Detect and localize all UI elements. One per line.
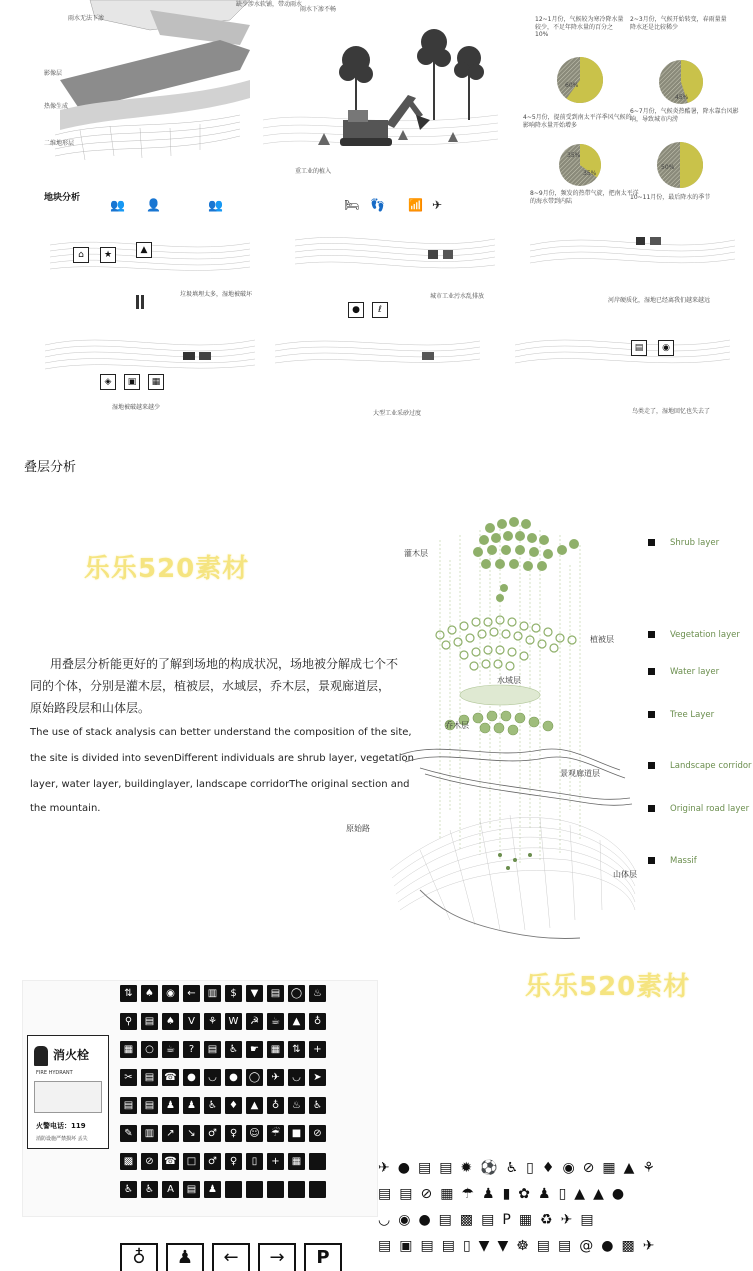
luggage-icon: ▦ bbox=[120, 1041, 137, 1058]
hot-spring-icon: ♨ bbox=[288, 1097, 305, 1114]
ferry-icon: ▤ bbox=[536, 1238, 551, 1254]
barber-icon: ✂ bbox=[120, 1069, 137, 1086]
ambulance-icon: + bbox=[309, 1041, 326, 1058]
pie-label-45: 45% bbox=[675, 94, 689, 101]
legend-square-icon bbox=[648, 711, 655, 718]
hydrant-instructions-graphic bbox=[34, 1081, 102, 1113]
no-entry-icon: ⊘ bbox=[309, 1125, 326, 1142]
label-vegetation-layer: 植被层 bbox=[590, 635, 614, 644]
site-caption-4: 湿地被破越来越少 bbox=[112, 404, 161, 411]
taxi-icon: ▤ bbox=[420, 1238, 434, 1254]
phone-icon: ☎ bbox=[162, 1069, 179, 1086]
pie-label-50: 50% bbox=[661, 164, 675, 171]
shopping-cart-icon: ▩ bbox=[120, 1153, 137, 1170]
pushchair-icon: ◯ bbox=[246, 1069, 263, 1086]
woman-icon: ♀ bbox=[225, 1125, 242, 1142]
hotel-icon: ▤ bbox=[378, 1238, 392, 1254]
handshake-icon: ☛ bbox=[246, 1041, 263, 1058]
pie-chart-60 bbox=[555, 55, 605, 105]
blank-sign-icon-6 bbox=[309, 1181, 326, 1198]
sailboat-icon: ▲ bbox=[136, 242, 152, 258]
watermark-bottom: 乐乐520素材 bbox=[525, 972, 691, 1002]
pie-label-60: 60% bbox=[565, 82, 579, 89]
scooter-icon: ● bbox=[611, 1186, 625, 1202]
no-entry-icon-a: ⊘ bbox=[582, 1160, 595, 1176]
label-road-layer: 原始路 bbox=[346, 824, 370, 833]
disabled-icon: ♿ bbox=[120, 1181, 137, 1198]
site-caption-1: 垃圾填埋太多，湿地被破坏 bbox=[180, 291, 253, 298]
legend-square-icon bbox=[648, 668, 655, 675]
person-pair-icon-2: 👥 bbox=[208, 198, 223, 212]
no-smoking-icon-a: ⊘ bbox=[420, 1186, 433, 1202]
factory-icon: ▦ bbox=[148, 374, 164, 390]
escalator-down-icon: ↘ bbox=[183, 1125, 200, 1142]
cutlery-icon: ⚘ bbox=[204, 1013, 221, 1030]
excavator-trees-graphic bbox=[258, 20, 508, 180]
cleaner-icon: ✎ bbox=[120, 1125, 137, 1142]
atm-icon: A bbox=[162, 1181, 179, 1198]
heavy-industry-caption: 重工业的植入 bbox=[295, 168, 332, 175]
site-caption-2: 城市工业污水乱排放 bbox=[430, 293, 485, 300]
vip-icon: V bbox=[183, 1013, 200, 1030]
cat-icon: ★ bbox=[100, 247, 116, 263]
vase-icon: ● bbox=[601, 1238, 614, 1254]
bus-icon: ▤ bbox=[120, 1097, 137, 1114]
desk-icon: ▤ bbox=[141, 1097, 158, 1114]
terrain-layer-diagram bbox=[0, 0, 260, 175]
fire-hydrant-sign bbox=[27, 1035, 109, 1149]
site-caption-3: 河岸硬质化，湿地已经离我们越来越远 bbox=[608, 297, 711, 304]
stairs-icon: ▥ bbox=[204, 985, 221, 1002]
dog-icon-a: ♦ bbox=[541, 1160, 555, 1176]
tap-icon: ▤ bbox=[267, 985, 284, 1002]
bottle-icon: ▯ bbox=[462, 1238, 471, 1254]
cake-icon: ♠ bbox=[162, 1013, 179, 1030]
tennis-icon-a: ● bbox=[418, 1212, 431, 1228]
fire-extinguisher-icon: ▲ bbox=[246, 1097, 263, 1114]
meeting-room-icon: ♟ bbox=[204, 1181, 221, 1198]
climate-note-6: 10~11月份，最后降水的季节 bbox=[630, 194, 711, 201]
site-analysis-title: 地块分析 bbox=[44, 193, 81, 203]
bowling-icon: ● bbox=[397, 1160, 410, 1176]
worker-icon: ● bbox=[348, 302, 364, 318]
chart-icon: ▤ bbox=[631, 340, 647, 356]
disabled-toilet-icon: ♿ bbox=[141, 1181, 158, 1198]
camera-icon: ◉ bbox=[162, 985, 179, 1002]
toilet-sign-icon: ♁ bbox=[267, 1097, 284, 1114]
legend-small-leak: 缺少涉水软铺，带动雨水 bbox=[236, 1, 303, 8]
shoe-icon: ◡ bbox=[204, 1069, 221, 1086]
couple-icon: ♟ bbox=[538, 1186, 551, 1202]
fork-knife-icon: ⚲ bbox=[120, 1013, 137, 1030]
cutlery-icon-a: ⚘ bbox=[642, 1160, 655, 1176]
seal-icon: ◈ bbox=[100, 374, 116, 390]
stack-layer-diagram bbox=[380, 510, 640, 955]
cart-icon: ▩ bbox=[621, 1238, 635, 1254]
baggage-icon: ▦ bbox=[267, 1041, 284, 1058]
wheelchair-icon-a: ♿ bbox=[505, 1160, 519, 1176]
footprint-icon: ● bbox=[183, 1069, 200, 1086]
stack-en-line-2: the site is divided into sevenDifferent individuals are shrub layer, vegetation bbox=[30, 753, 414, 764]
male-icon: ♂ bbox=[204, 1153, 221, 1170]
stack-section-title: 叠层分析 bbox=[24, 460, 77, 475]
glyph-row-2 bbox=[378, 1186, 624, 1202]
person-walk-icon: ♟ bbox=[482, 1186, 495, 1202]
tree-icon: ▲ bbox=[288, 1013, 305, 1030]
hydrant-icon bbox=[34, 1046, 48, 1066]
recycle-icon: ♻ bbox=[540, 1212, 553, 1228]
locker-icon: ▦ bbox=[288, 1153, 305, 1170]
hammer-sickle-icon: ☭ bbox=[246, 1013, 263, 1030]
stack-en-line-4: the mountain. bbox=[30, 803, 101, 814]
glyph-row-3 bbox=[378, 1212, 594, 1228]
terrain-layers-graphic bbox=[0, 0, 260, 175]
shoes-icon: ◡ bbox=[288, 1069, 305, 1086]
site-caption-5: 大型工业采砂过度 bbox=[373, 410, 422, 417]
coffee-icon: ☕ bbox=[267, 1013, 284, 1030]
wifi-sign-icon: W bbox=[225, 1013, 242, 1030]
person-pair-icon: 👥 bbox=[110, 198, 125, 212]
wine-icon: ▼ bbox=[246, 985, 263, 1002]
phone-icon-a: ▯ bbox=[558, 1186, 567, 1202]
glyph-row-1 bbox=[378, 1160, 655, 1176]
hydrant-en: FIRE HYDRANT bbox=[36, 1070, 73, 1076]
plane-icon-a: ✈ bbox=[378, 1160, 390, 1176]
parachute-icon: ☂ bbox=[461, 1186, 474, 1202]
no-smoking-icon: ⊘ bbox=[141, 1153, 158, 1170]
gift-icon: ▣ bbox=[399, 1238, 413, 1254]
drink-icon-a: ▼ bbox=[478, 1238, 490, 1254]
sneaker-icon: ◡ bbox=[378, 1212, 391, 1228]
telephone-icon: ☎ bbox=[162, 1153, 179, 1170]
pie-chart-35 bbox=[557, 142, 603, 188]
legend-square-icon bbox=[648, 539, 655, 546]
drink-icon: ◯ bbox=[288, 985, 305, 1002]
printer-icon: ▤ bbox=[141, 1013, 158, 1030]
stairs-up-icon: ▥ bbox=[141, 1125, 158, 1142]
elevator-icon: ⇅ bbox=[288, 1041, 305, 1058]
escalator-icon: ⇅ bbox=[120, 985, 137, 1002]
people-icon: ♟ bbox=[183, 1097, 200, 1114]
blank-sign-icon-3 bbox=[246, 1181, 263, 1198]
fire-phone: 火警电话：119 bbox=[36, 1122, 86, 1130]
bus-icon-a: ▤ bbox=[439, 1160, 453, 1176]
exit-icon: ← bbox=[183, 985, 200, 1002]
glyph-row-4 bbox=[378, 1238, 654, 1254]
at-icon: @ bbox=[579, 1238, 594, 1254]
bed-icon: 🛏 bbox=[344, 198, 360, 212]
passport-icon: ▯ bbox=[526, 1160, 534, 1176]
stack-en-line-3: layer, water layer, buildinglayer, landscape corridorThe original section and bbox=[30, 779, 410, 790]
luggage-cart-icon: ▩ bbox=[459, 1212, 474, 1228]
legend-rain-hardening: 雨水无法下渗 bbox=[68, 15, 105, 22]
smoking-icon: ■ bbox=[288, 1125, 305, 1142]
label-corridor-layer: 景观廊道层 bbox=[560, 769, 600, 778]
camera-icon-a: ◉ bbox=[562, 1160, 575, 1176]
sailboat-icon-a: ▲ bbox=[593, 1186, 604, 1202]
money-icon: $ bbox=[225, 985, 242, 1002]
map-icon: ▦ bbox=[602, 1160, 616, 1176]
building-icon: ▦ bbox=[518, 1212, 533, 1228]
landing-icon: ✈ bbox=[642, 1238, 655, 1254]
person-icon: 👤 bbox=[146, 198, 161, 212]
car-icon-b: ▤ bbox=[580, 1212, 594, 1228]
climate-note-1: 12~1月份，气候较为寒冷降水量较少，不足年降水量的百分之10% bbox=[535, 16, 624, 38]
beach-icon: ▲ bbox=[574, 1186, 586, 1202]
hydrant-note: 消防设施严禁损坏 丢失 bbox=[36, 1136, 88, 1142]
label-shrub-layer: 灌木层 bbox=[404, 549, 428, 558]
climate-note-3: 4~5月份，提前受到南太平洋季风气候的影响降水量开始增多 bbox=[523, 114, 632, 129]
legend-rain-rise: 雨水下渗不畅 bbox=[300, 6, 337, 13]
takeoff-icon: ✈ bbox=[560, 1212, 573, 1228]
bed-sign-icon: ▤ bbox=[204, 1041, 221, 1058]
stack-cn-paragraph: 用叠层分析能更好的了解到场地的构成状况，场地被分解成七个不同的个体，分别是灌木层，植被层，水域层，乔木层，景观廊道层，原始路段层和山体层。 bbox=[30, 657, 399, 715]
car-icon: ▣ bbox=[124, 374, 140, 390]
label-image-layer: 影像层 bbox=[44, 70, 63, 77]
shopping-bag-icon: ▤ bbox=[183, 1181, 200, 1198]
ticket-icon-a: ▤ bbox=[438, 1212, 452, 1228]
flower-icon: ✿ bbox=[518, 1186, 531, 1202]
legend-square-icon bbox=[648, 762, 655, 769]
sunglasses-icon: ◉ bbox=[398, 1212, 411, 1228]
label-mountain-layer: 山体层 bbox=[613, 870, 637, 879]
legend-square-icon bbox=[648, 805, 655, 812]
house-icon: ⌂ bbox=[73, 247, 89, 263]
cruise-ship-icon: ▤ bbox=[378, 1186, 392, 1202]
motorbike-icon: ◉ bbox=[658, 340, 674, 356]
escalator-up-icon: ↗ bbox=[162, 1125, 179, 1142]
legend-square-icon bbox=[648, 631, 655, 638]
plane-sign-icon: ✈ bbox=[267, 1069, 284, 1086]
question-icon: ? bbox=[183, 1041, 200, 1058]
site-caption-6: 鸟类走了，湿地回忆也失去了 bbox=[632, 408, 711, 415]
ticket-icon: ▤ bbox=[399, 1186, 413, 1202]
first-aid-icon: + bbox=[267, 1153, 284, 1170]
shopping-icon: ▤ bbox=[141, 1069, 158, 1086]
drinks-icon: ▼ bbox=[497, 1238, 509, 1254]
climate-note-2: 2~3月份，气候开始转变，春雨量量降水还是比较稀少 bbox=[630, 16, 727, 31]
tennis-icon: ● bbox=[225, 1069, 242, 1086]
watermark-top: 乐乐520素材 bbox=[84, 554, 250, 584]
plane-icon: ✈ bbox=[432, 198, 443, 212]
restroom-icon: ♁ bbox=[309, 1013, 326, 1030]
heavy-industry-illustration bbox=[258, 20, 508, 180]
label-tree-layer: 乔木层 bbox=[445, 721, 469, 730]
train-icon: ▤ bbox=[558, 1238, 572, 1254]
traffic-light-icon: ▤ bbox=[417, 1160, 432, 1176]
wifi-icon: 📶 bbox=[408, 198, 423, 212]
blank-sign-icon bbox=[309, 1153, 326, 1170]
female-icon: ♀ bbox=[225, 1153, 242, 1170]
basketball-icon: ○ bbox=[141, 1041, 158, 1058]
car-icon-a: ▤ bbox=[481, 1212, 495, 1228]
man-icon: ♂ bbox=[204, 1125, 221, 1142]
label-terrain-layer: 二维地形层 bbox=[44, 140, 75, 147]
dog-icon: ♦ bbox=[225, 1097, 242, 1114]
climate-note-5: 8~9月份，频发的热带气旋，把南太平洋的海水带到内陆 bbox=[530, 190, 639, 205]
wheelchair-icon-2: ♿ bbox=[309, 1097, 326, 1114]
soccer-icon: ⚽ bbox=[480, 1160, 498, 1176]
baby-icon: ☺ bbox=[246, 1125, 263, 1142]
suitcase-icon: ▦ bbox=[440, 1186, 454, 1202]
blank-sign-icon-4 bbox=[267, 1181, 284, 1198]
chair-icon: ℓ bbox=[372, 302, 388, 318]
stack-en-line-1: The use of stack analysis can better understand the composition of the site, bbox=[30, 727, 412, 738]
accessible-icon: ♿ bbox=[204, 1097, 221, 1114]
pie-label-35a: 35% bbox=[567, 152, 581, 159]
legend-square-icon bbox=[648, 857, 655, 864]
sail-icon: ▲ bbox=[623, 1160, 635, 1176]
deer-icon: ♠ bbox=[141, 985, 158, 1002]
label-thermal-layer: 热像生成 bbox=[44, 103, 69, 110]
blank-sign-icon-5 bbox=[288, 1181, 305, 1198]
exit-big-sign: ← bbox=[212, 1243, 250, 1271]
parking-big-sign: P bbox=[304, 1243, 342, 1271]
family-icon: ♟ bbox=[162, 1097, 179, 1114]
shower-sign-icon: ☔ bbox=[267, 1125, 284, 1142]
pie-label-35b: 35% bbox=[583, 170, 597, 177]
footprints-icon: 👣 bbox=[370, 198, 385, 212]
climate-note-4: 6~7月份，气候炎热酷暑，降水靠台风影响，导致城市内涝 bbox=[630, 108, 739, 123]
pictogram-grid bbox=[120, 985, 326, 1198]
mug-icon: ☕ bbox=[162, 1041, 179, 1058]
label-water-layer: 水域层 bbox=[497, 676, 521, 685]
restroom-big-sign: ♁ bbox=[120, 1243, 158, 1271]
shower-icon: ♨ bbox=[309, 985, 326, 1002]
archery-icon: ➤ bbox=[309, 1069, 326, 1086]
disco-ball-icon: ✹ bbox=[460, 1160, 473, 1176]
toilet-icon: □ bbox=[183, 1153, 200, 1170]
wheel-icon: ☸ bbox=[516, 1238, 529, 1254]
mobile-phone-icon: ▯ bbox=[246, 1153, 263, 1170]
trash-big-sign: ♟ bbox=[166, 1243, 204, 1271]
blank-sign-icon-2 bbox=[225, 1181, 242, 1198]
exit-right-big-sign: → bbox=[258, 1243, 296, 1271]
bus-icon-b: ▤ bbox=[441, 1238, 455, 1254]
hydrant-title: 消火栓 bbox=[53, 1048, 90, 1062]
climate-panel bbox=[515, 0, 753, 210]
wheelchair-icon: ♿ bbox=[225, 1041, 242, 1058]
pie-slice-3 bbox=[680, 142, 703, 188]
parking-icon: P bbox=[502, 1212, 511, 1228]
surfboard-icon: ▮ bbox=[502, 1186, 511, 1202]
